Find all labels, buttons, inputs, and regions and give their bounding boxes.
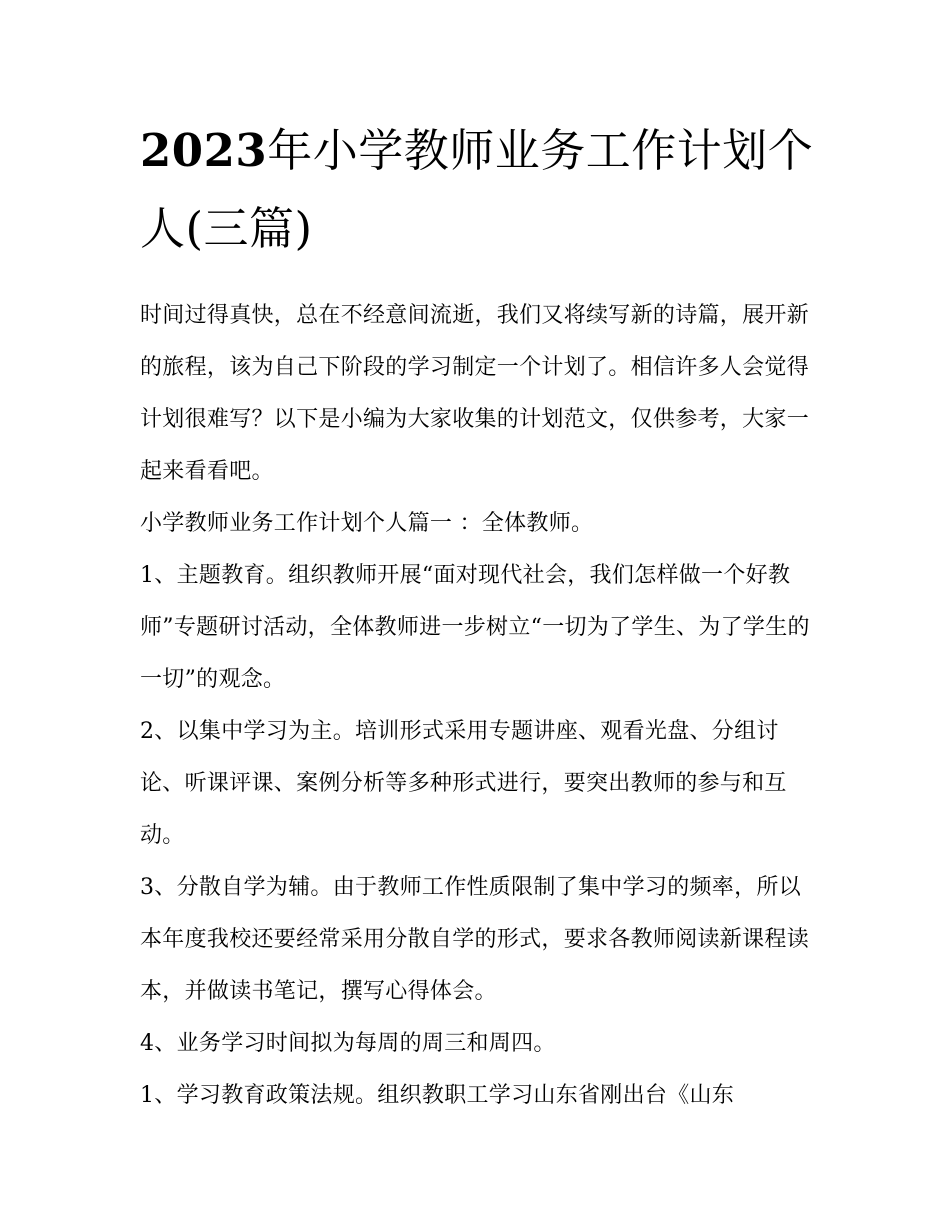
- paragraph-item-1: 1、主题教育。组织教师开展“面对现代社会，我们怎样做一个好教师”专题研讨活动，全体教师进一步树立“一切为了学生、为了学生的一切”的观念。: [140, 563, 810, 692]
- paragraph-intro: 时间过得真快，总在不经意间流逝，我们又将续写新的诗篇，展开新的旅程，该为自己下阶段的学习制定一个计划了。相信许多人会觉得计划很难写？以下是小编为大家收集的计划范文，仅供参考，大家一起来看看吧。: [140, 303, 810, 484]
- document-body: [140, 112, 820, 1122]
- title-text: 年小学教师业务工作计划个人(三篇): [140, 124, 814, 255]
- paragraph-item-3: 3、分散自学为辅。由于教师工作性质限制了集中学习的频率，所以本年度我校还要经常采用分散自学的形式，要求各教师阅读新课程读本，并做读书笔记，撰写心得体会。: [140, 875, 810, 1004]
- paragraph-item-4: 4、业务学习时间拟为每周的周三和周四。: [140, 1031, 556, 1056]
- paragraph-section-heading: 小学教师业务工作计划个人篇一 ：全体教师。: [140, 511, 594, 536]
- title-year: 2023: [140, 124, 268, 177]
- paragraph-item-2: 2、以集中学习为主。培训形式采用专题讲座、观看光盘、分组讨论、听课评课、案例分析等多种形式进行，要突出教师的参与和互动。: [140, 719, 787, 848]
- document-title: [140, 112, 820, 268]
- paragraph-item-5: 1、学习教育政策法规。组织教职工学习山东省刚出台《山东: [140, 1083, 735, 1108]
